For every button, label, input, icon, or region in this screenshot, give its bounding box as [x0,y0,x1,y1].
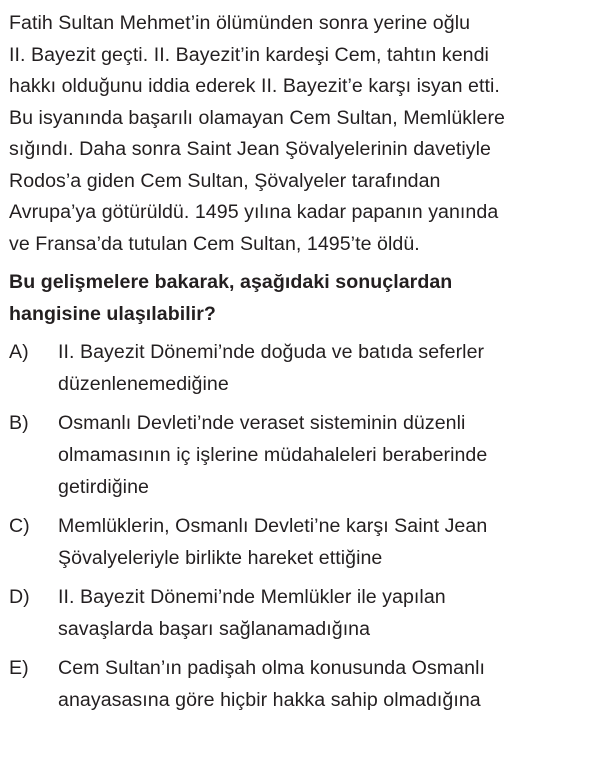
passage-line: sığındı. Daha sonra Saint Jean Şövalyelerinin davetiyle [9,138,491,160]
option-line: anayasasına göre hiçbir hakka sahip olmadığına [58,689,481,711]
option-letter: C) [9,515,30,537]
option-a[interactable] [9,336,595,400]
option-line: II. Bayezit Dönemi’nde doğuda ve batıda seferler [58,341,485,363]
passage-line: Rodos’a giden Cem Sultan, Şövalyeler tarafından [9,169,441,192]
question-stem [9,266,595,330]
passage-line: II. Bayezit geçti. II. Bayezit’in kardeşi Cem, tahtın kendi [9,43,489,66]
option-letter: A) [9,341,29,363]
option-line: olmamasının iç işlerine müdahaleleri beraberinde [58,444,488,466]
option-letter: E) [9,657,29,679]
passage-line: Avrupa’ya götürüldü. 1495 yılına kadar papanın yanında [9,201,499,223]
option-line: düzenlenemediğine [58,373,229,395]
option-d[interactable] [9,581,595,645]
passage-line: hakkı olduğunu iddia ederek II. Bayezit’e karşı isyan etti. [9,75,500,97]
option-line: II. Bayezit Dönemi’nde Memlükler ile yapılan [58,586,446,608]
option-line: Memlüklerin, Osmanlı Devleti’ne karşı Saint Jean [58,515,488,537]
option-c[interactable] [9,510,595,574]
option-line: savaşlarda başarı sağlanamadığına [58,618,371,640]
option-e[interactable] [9,652,595,716]
option-letter: D) [9,586,30,608]
option-line: Osmanlı Devleti’nde veraset sisteminin düzenli [58,412,466,434]
option-line: Cem Sultan’ın padişah olma konusunda Osmanlı [58,657,485,679]
passage-line: ve Fransa’da tutulan Cem Sultan, 1495’te öldü. [9,232,420,255]
option-text [58,407,487,503]
option-text [58,652,485,716]
option-line: Şövalyeleriyle birlikte hareket ettiğine [58,547,383,569]
question-line: hangisine ulaşılabilir? [9,303,216,325]
answer-options [9,336,595,716]
option-b[interactable] [9,407,595,503]
passage-line: Bu isyanında başarılı olamayan Cem Sultan, Memlüklere [9,106,505,129]
passage-line: Fatih Sultan Mehmet’in ölümünden sonra yerine oğlu [9,12,471,34]
passage-text [9,8,595,260]
option-text [58,581,446,645]
option-line: getirdiğine [58,476,149,498]
option-letter: B) [9,412,29,434]
option-text [58,336,484,400]
option-text [58,510,487,574]
question-line: Bu gelişmelere bakarak, aşağıdaki sonuçlardan [9,271,453,293]
